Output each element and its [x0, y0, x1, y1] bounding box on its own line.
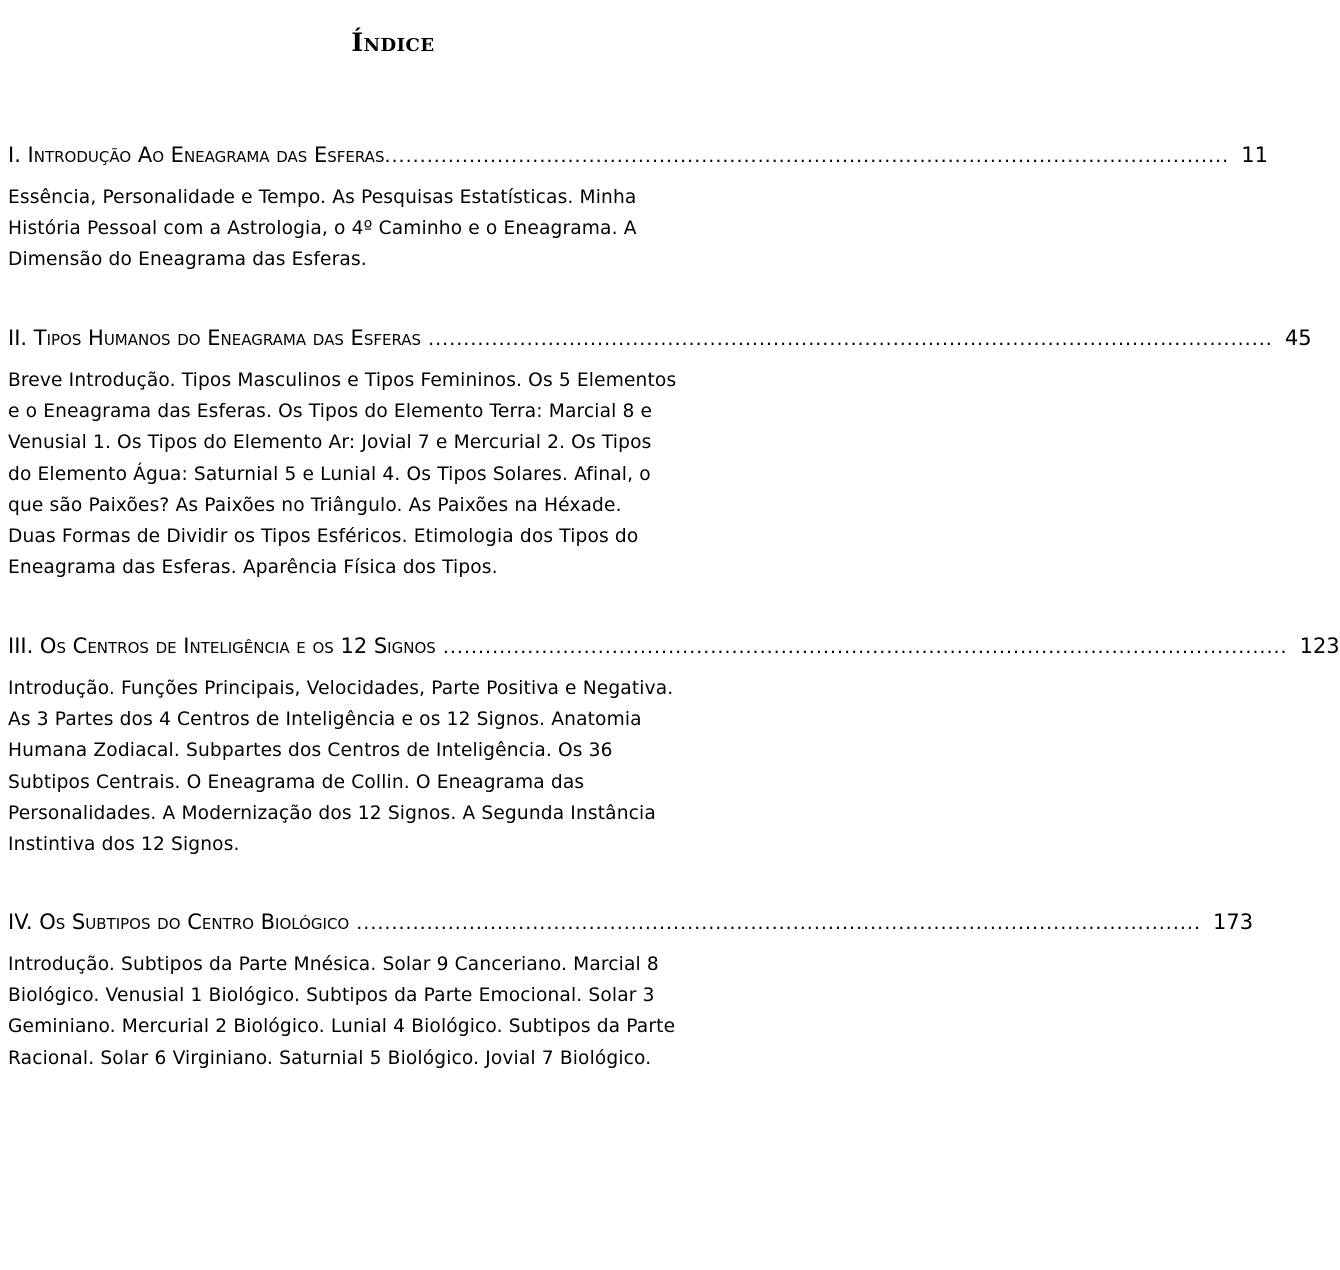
- toc-description: [8, 182, 778, 276]
- toc-description: [8, 949, 778, 1074]
- toc-page-number: 45: [1284, 326, 1312, 350]
- toc-heading-title: IV. Os Subtipos do Centro Biológico: [8, 910, 350, 934]
- description-line: Eneagrama das Esferas. Aparência Física dos Tipos.: [8, 557, 498, 579]
- toc-description: [8, 673, 778, 860]
- description-line: que são Paixões? As Paixões no Triângulo. As Paixões na Héxade.: [8, 494, 622, 516]
- toc-page-number: 11: [1241, 143, 1268, 167]
- toc-heading: [8, 141, 1268, 170]
- dot-leader: ........................................................................................................................: [349, 912, 1202, 934]
- description-line: Introdução. Funções Principais, Velocidades, Parte Positiva e Negativa.: [8, 678, 674, 699]
- description-line: Introdução. Subtipos da Parte Mnésica. Solar 9 Canceriano. Marcial 8: [8, 954, 659, 975]
- description-line: As 3 Partes dos 4 Centros de Inteligência e os 12 Signos. Anatomia: [8, 709, 642, 731]
- toc-entry: [8, 632, 1340, 860]
- page-title: Índice: [351, 28, 435, 57]
- description-line: Geminiano. Mercurial 2 Biológico. Lunial 4 Biológico. Subtipos da Parte: [8, 1016, 676, 1038]
- toc-heading: [8, 632, 1340, 661]
- description-line: e o Eneagrama das Esferas. Os Tipos do Elemento Terra: Marcial 8 e: [8, 401, 653, 423]
- description-line: Racional. Solar 6 Virginiano. Saturnial 5 Biológico. Jovial 7 Biológico.: [8, 1047, 652, 1069]
- description-line: Humana Zodiacal. Subpartes dos Centros de Inteligência. Os 36: [8, 740, 613, 762]
- description-line: do Elemento Água: Saturnial 5 e Lunial 4. Os Tipos Solares. Afinal, o: [8, 463, 651, 485]
- toc-heading-title: III. Os Centros de Inteligência e os 12 Signos: [8, 634, 436, 658]
- description-line: Dimensão do Eneagrama das Esferas.: [8, 249, 367, 271]
- toc-heading-title: I. Introdução Ao Eneagrama das Esferas: [8, 143, 385, 167]
- description-line: Duas Formas de Dividir os Tipos Esféricos. Etimologia dos Tipos do: [8, 526, 639, 548]
- description-line: História Pessoal com a Astrologia, o 4º Caminho e o Eneagrama. A: [8, 218, 637, 240]
- description-line: Breve Introdução. Tipos Masculinos e Tipos Femininos. Os 5 Elementos: [8, 370, 677, 391]
- dot-leader: ........................................................................................................................: [435, 636, 1288, 658]
- description-line: Instintiva dos 12 Signos.: [8, 834, 240, 856]
- dot-leader: ........................................................................................................................: [421, 328, 1273, 350]
- toc-heading-title: II. Tipos Humanos do Eneagrama das Esferas: [8, 326, 422, 350]
- toc-heading: [8, 908, 1254, 937]
- toc-entry: [8, 908, 1254, 1074]
- dot-leader: ........................................................................................................................: [384, 145, 1230, 167]
- description-line: Venusial 1. Os Tipos do Elemento Ar: Jovial 7 e Mercurial 2. Os Tipos: [8, 432, 652, 454]
- description-line: Biológico. Venusial 1 Biológico. Subtipos da Parte Emocional. Solar 3: [8, 985, 655, 1007]
- description-line: Essência, Personalidade e Tempo. As Pesquisas Estatísticas. Minha: [8, 187, 637, 208]
- toc-entry: [8, 324, 1312, 583]
- toc-entry: [8, 141, 1268, 276]
- description-line: Personalidades. A Modernização dos 12 Signos. A Segunda Instância: [8, 802, 656, 824]
- toc-heading: [8, 324, 1312, 353]
- toc-page-number: 173: [1213, 910, 1254, 934]
- toc-page-number: 123: [1299, 634, 1340, 658]
- toc-description: [8, 365, 778, 583]
- description-line: Subtipos Centrais. O Eneagrama de Collin. O Eneagrama das: [8, 771, 585, 793]
